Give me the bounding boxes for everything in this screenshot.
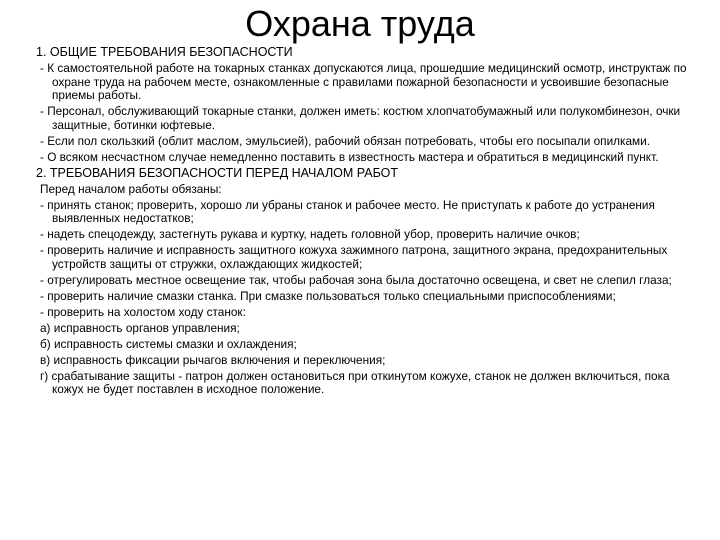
list-item: - К самостоятельной работе на токарных станках допускаются лица, прошедшие медицинский осмотр, инструктаж по охране труда на рабочем месте, ознакомленные с правилами пожарной безопасности и усвоившие безопасные приемы работы. [40,61,687,102]
slide-title: Охрана труда [245,3,475,44]
list-item: - Если пол скользкий (облит маслом, эмульсией), рабочий обязан потребовать, чтобы его посыпали опилками. [40,133,650,148]
list-item: б) исправность системы смазки и охлаждения; [40,336,297,351]
list-item: - отрегулировать местное освещение так, чтобы рабочая зона была достаточно освещена, и свет не слепил глаза; [40,272,672,287]
slide-body [36,46,702,399]
section-heading-general: 1. ОБЩИЕ ТРЕБОВАНИЯ БЕЗОПАСНОСТИ [36,45,293,59]
list-item: - Персонал, обслуживающий токарные станки, должен иметь: костюм хлопчатобумажный или полукомбинезон, очки защитные, ботинки юфтевые. [40,104,681,132]
list-item: г) срабатывание защиты - патрон должен остановиться при откинутом кожухе, станок не должен включиться, пока кожух не будет поставлен в исходное положение. [40,368,670,396]
list-item: а) исправность органов управления; [40,320,240,335]
intro-line: Перед началом работы обязаны: [40,181,222,196]
list-item: в) исправность фиксации рычагов включения и переключения; [40,352,386,367]
list-item: - О всяком несчастном случае немедленно поставить в известность мастера и обратиться в медицинский пункт. [40,149,659,164]
list-item: - проверить на холостом ходу станок: [40,304,246,319]
list-item: - проверить наличие и исправность защитного кожуха зажимного патрона, защитного экрана, предохранительных устройств защиты от стружки, охлаждающих жидкостей; [40,243,668,271]
list-item: - принять станок; проверить, хорошо ли убраны станок и рабочее место. Не приступать к работе до устранения выявленных недостатков; [40,197,655,225]
section-heading-before-work: 2. ТРЕБОВАНИЯ БЕЗОПАСНОСТИ ПЕРЕД НАЧАЛОМ РАБОТ [36,165,399,180]
list-item: - надеть спецодежду, застегнуть рукава и куртку, надеть головной убор, проверить наличие очков; [40,227,580,241]
list-item: - проверить наличие смазки станка. При смазке пользоваться только специальными приспособлениями; [40,288,616,303]
